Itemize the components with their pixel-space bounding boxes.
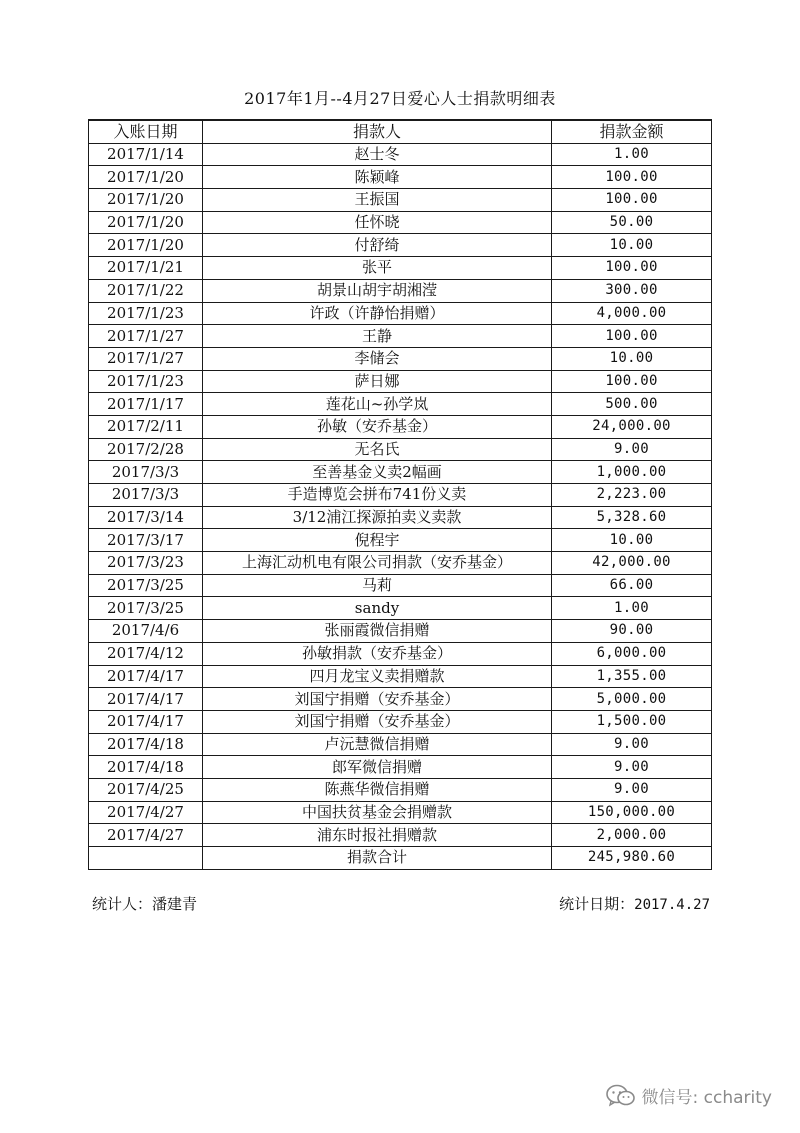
- row-donor: 中国扶贫基金会捐赠款: [203, 801, 552, 824]
- row-amount: 100.00: [552, 189, 712, 212]
- row-date: 2017/3/3: [89, 461, 203, 484]
- table-row: [89, 143, 712, 166]
- row-donor: 陈颖峰: [203, 166, 552, 189]
- table-row: [89, 801, 712, 824]
- row-donor: 倪程宇: [203, 529, 552, 552]
- row-amount: 6,000.00: [552, 642, 712, 665]
- row-amount: 1.00: [552, 143, 712, 166]
- row-donor: 胡景山胡宇胡湘滢: [203, 279, 552, 302]
- table-row: [89, 506, 712, 529]
- table-row: [89, 415, 712, 438]
- watermark-text: 微信号: ccharity: [641, 1088, 772, 1108]
- row-date: 2017/4/25: [89, 778, 203, 801]
- row-donor: 王振国: [203, 189, 552, 212]
- table-row: [89, 279, 712, 302]
- table-row: [89, 484, 712, 507]
- row-donor: 王静: [203, 325, 552, 348]
- row-donor: 郎军微信捐赠: [203, 756, 552, 779]
- wechat-watermark: [606, 1083, 772, 1108]
- table-row: [89, 552, 712, 575]
- table-row: [89, 620, 712, 643]
- wechat-icon: [606, 1084, 636, 1108]
- row-amount: 2,223.00: [552, 484, 712, 507]
- row-date: 2017/1/27: [89, 347, 203, 370]
- header-amount: 捐款金额: [552, 120, 712, 143]
- row-date: 2017/3/3: [89, 484, 203, 507]
- table-row: [89, 302, 712, 325]
- row-donor: 四月龙宝义卖捐赠款: [203, 665, 552, 688]
- row-amount: 1.00: [552, 597, 712, 620]
- row-date: 2017/4/17: [89, 710, 203, 733]
- row-amount: 1,355.00: [552, 665, 712, 688]
- row-donor: 许政（许静怡捐赠）: [203, 302, 552, 325]
- row-date: 2017/3/14: [89, 506, 203, 529]
- table-row: [89, 347, 712, 370]
- table-row: [89, 234, 712, 257]
- row-donor: 浦东时报社捐赠款: [203, 824, 552, 847]
- row-date: 2017/3/25: [89, 597, 203, 620]
- row-date: 2017/1/23: [89, 302, 203, 325]
- row-date: 2017/2/28: [89, 438, 203, 461]
- table-row: [89, 733, 712, 756]
- page-title: 2017年1月--4月27日爱心人士捐款明细表: [244, 89, 556, 108]
- row-date: 2017/4/6: [89, 620, 203, 643]
- row-donor: 任怀晓: [203, 211, 552, 234]
- table-row: [89, 665, 712, 688]
- row-amount: 10.00: [552, 234, 712, 257]
- row-donor: 刘国宁捐赠（安乔基金）: [203, 688, 552, 711]
- row-date: 2017/3/25: [89, 574, 203, 597]
- row-date: 2017/1/23: [89, 370, 203, 393]
- table-row: [89, 166, 712, 189]
- table-row: [89, 756, 712, 779]
- table-row: [89, 778, 712, 801]
- table-row: [89, 211, 712, 234]
- table-row: [89, 597, 712, 620]
- row-donor: 3/12浦江探源拍卖义卖款: [203, 506, 552, 529]
- table-body: [89, 143, 712, 846]
- row-donor: sandy: [203, 597, 552, 620]
- row-donor: 莲花山~孙学岚: [203, 393, 552, 416]
- row-date: 2017/1/20: [89, 166, 203, 189]
- statistician: 统计人：潘建青: [92, 895, 198, 913]
- table-row: [89, 257, 712, 280]
- table-row: [89, 574, 712, 597]
- row-amount: 4,000.00: [552, 302, 712, 325]
- table-row: [89, 393, 712, 416]
- row-date: 2017/3/17: [89, 529, 203, 552]
- statistics-date-label: 统计日期：: [559, 895, 635, 913]
- table-row: [89, 438, 712, 461]
- row-donor: 陈燕华微信捐赠: [203, 778, 552, 801]
- row-donor: 孙敏（安乔基金）: [203, 415, 552, 438]
- table-row: [89, 461, 712, 484]
- table-row: [89, 370, 712, 393]
- row-amount: 90.00: [552, 620, 712, 643]
- row-date: 2017/1/14: [89, 143, 203, 166]
- row-amount: 100.00: [552, 257, 712, 280]
- row-donor: 上海汇动机电有限公司捐款（安乔基金）: [203, 552, 552, 575]
- header-date: 入账日期: [89, 120, 203, 143]
- table-row: [89, 189, 712, 212]
- total-value: 245,980.60: [552, 847, 712, 870]
- row-amount: 5,328.60: [552, 506, 712, 529]
- row-donor: 无名氏: [203, 438, 552, 461]
- table-header-row: [89, 120, 712, 143]
- table-row: [89, 688, 712, 711]
- row-donor: 萨日娜: [203, 370, 552, 393]
- row-amount: 9.00: [552, 778, 712, 801]
- row-amount: 24,000.00: [552, 415, 712, 438]
- row-amount: 150,000.00: [552, 801, 712, 824]
- row-donor: 赵士冬: [203, 143, 552, 166]
- row-amount: 100.00: [552, 166, 712, 189]
- row-amount: 10.00: [552, 347, 712, 370]
- row-donor: 李储会: [203, 347, 552, 370]
- row-amount: 50.00: [552, 211, 712, 234]
- row-date: 2017/4/17: [89, 688, 203, 711]
- row-amount: 66.00: [552, 574, 712, 597]
- row-date: 2017/1/27: [89, 325, 203, 348]
- statistics-date: [559, 893, 710, 914]
- row-amount: 100.00: [552, 325, 712, 348]
- table-row: [89, 824, 712, 847]
- row-amount: 10.00: [552, 529, 712, 552]
- row-date: 2017/4/18: [89, 733, 203, 756]
- row-amount: 42,000.00: [552, 552, 712, 575]
- row-date: 2017/4/18: [89, 756, 203, 779]
- donation-table: [88, 119, 712, 870]
- row-amount: 100.00: [552, 370, 712, 393]
- row-date: 2017/1/17: [89, 393, 203, 416]
- statistics-date-value: 2017.4.27: [634, 897, 710, 913]
- row-donor: 手造博览会拼布741份义卖: [203, 484, 552, 507]
- row-amount: 1,000.00: [552, 461, 712, 484]
- row-date: 2017/2/11: [89, 415, 203, 438]
- table-row: [89, 325, 712, 348]
- row-date: 2017/4/27: [89, 801, 203, 824]
- total-label: 捐款合计: [203, 847, 552, 870]
- row-date: 2017/3/23: [89, 552, 203, 575]
- row-date: 2017/4/12: [89, 642, 203, 665]
- row-date: 2017/1/20: [89, 189, 203, 212]
- row-amount: 9.00: [552, 756, 712, 779]
- table-row: [89, 642, 712, 665]
- header-donor: 捐款人: [203, 120, 552, 143]
- row-amount: 1,500.00: [552, 710, 712, 733]
- total-empty-cell: [89, 847, 203, 870]
- row-amount: 300.00: [552, 279, 712, 302]
- row-date: 2017/1/20: [89, 211, 203, 234]
- row-date: 2017/4/17: [89, 665, 203, 688]
- row-donor: 至善基金义卖2幅画: [203, 461, 552, 484]
- row-donor: 卢沅慧微信捐赠: [203, 733, 552, 756]
- row-date: 2017/4/27: [89, 824, 203, 847]
- table-row: [89, 710, 712, 733]
- row-amount: 500.00: [552, 393, 712, 416]
- row-amount: 9.00: [552, 733, 712, 756]
- table-row: [89, 529, 712, 552]
- row-donor: 付舒绮: [203, 234, 552, 257]
- row-donor: 孙敏捐款（安乔基金）: [203, 642, 552, 665]
- total-row: [89, 847, 712, 870]
- row-donor: 张平: [203, 257, 552, 280]
- row-amount: 2,000.00: [552, 824, 712, 847]
- row-date: 2017/1/22: [89, 279, 203, 302]
- row-donor: 马莉: [203, 574, 552, 597]
- row-date: 2017/1/20: [89, 234, 203, 257]
- row-amount: 9.00: [552, 438, 712, 461]
- row-amount: 5,000.00: [552, 688, 712, 711]
- row-donor: 刘国宁捐赠（安乔基金）: [203, 710, 552, 733]
- row-donor: 张丽霞微信捐赠: [203, 620, 552, 643]
- row-date: 2017/1/21: [89, 257, 203, 280]
